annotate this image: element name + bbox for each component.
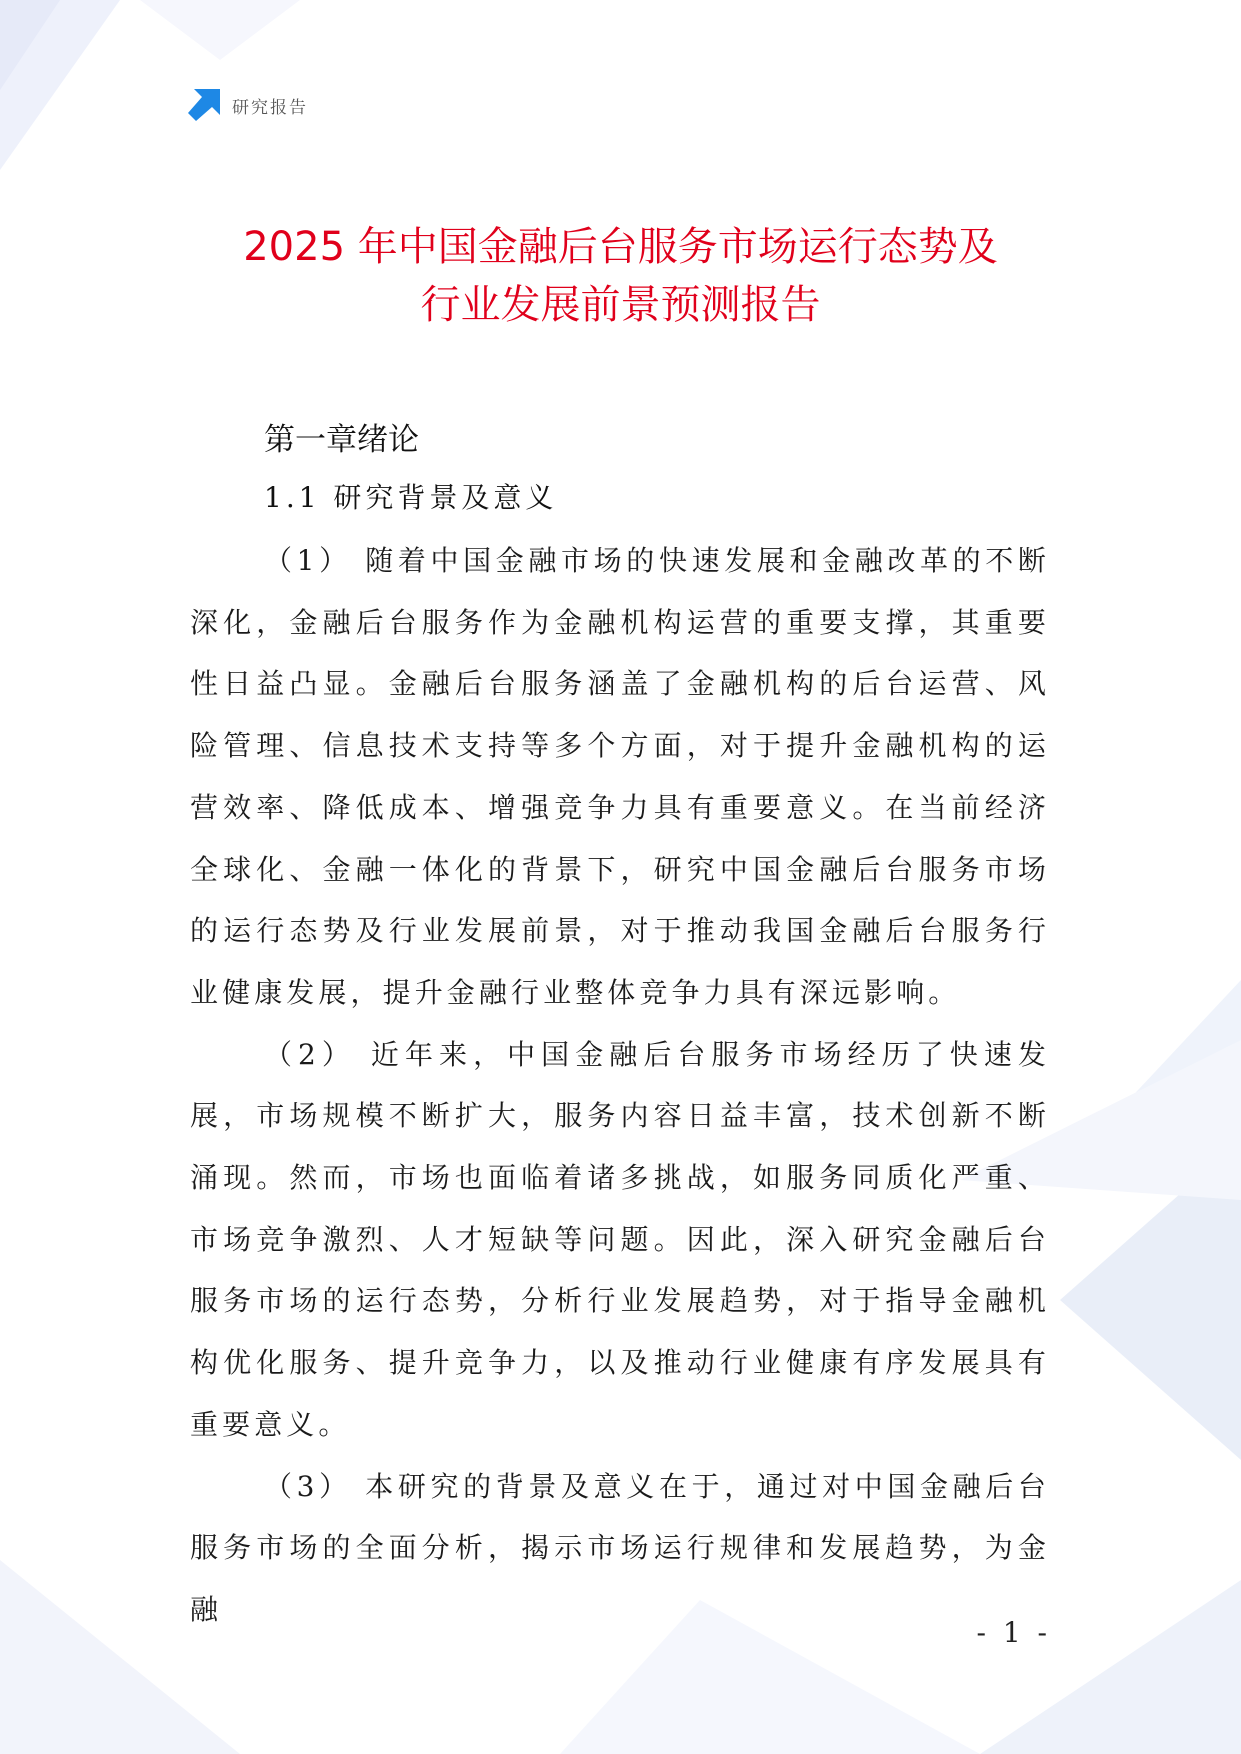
paragraph-3: （3） 本研究的背景及意义在于，通过对中国金融后台服务市场的全面分析，揭示市场运行规律和发展趋势，为金融 (190, 1469, 1050, 1626)
report-header (188, 88, 308, 122)
document-body (190, 414, 1050, 1641)
chapter-heading: 第一章绪论 (264, 422, 419, 458)
paragraph-2: （2） 近年来，中国金融后台服务市场经历了快速发展，市场规模不断扩大，服务内容日益丰富，技术创新不断涌现。然而，市场也面临着诸多挑战，如服务同质化严重、市场竞争激烈、人才短缺等问题。因此，深入研究金融后台服务市场的运行态势，分析行业发展趋势，对于指导金融机构优化服务、提升竞争力，以及推动行业健康有序发展具有重要意义。 (190, 1037, 1050, 1441)
title-line-1: 2025 年中国金融后台服务市场运行态势及 (243, 224, 998, 270)
title-line-2: 行业发展前景预测报告 (420, 282, 821, 328)
header-label: 研究报告 (232, 97, 308, 118)
section-heading: 1.1 研究背景及意义 (264, 481, 558, 514)
page-number: - 1 - (976, 1616, 1051, 1649)
diagonal-arrow-icon (188, 89, 220, 121)
paragraph-1: （1） 随着中国金融市场的快速发展和金融改革的不断深化，金融后台服务作为金融机构运营的重要支撑，其重要性日益凸显。金融后台服务涵盖了金融机构的后台运营、风险管理、信息技术支持等多个方面，对于提升金融机构的运营效率、降低成本、增强竞争力具有重要意义。在当前经济全球化、金融一体化的背景下，研究中国金融后台服务市场的运行态势及行业发展前景，对于推动我国金融后台服务行业健康发展，提升金融行业整体竞争力具有深远影响。 (190, 544, 1050, 1009)
report-title (120, 218, 1121, 334)
